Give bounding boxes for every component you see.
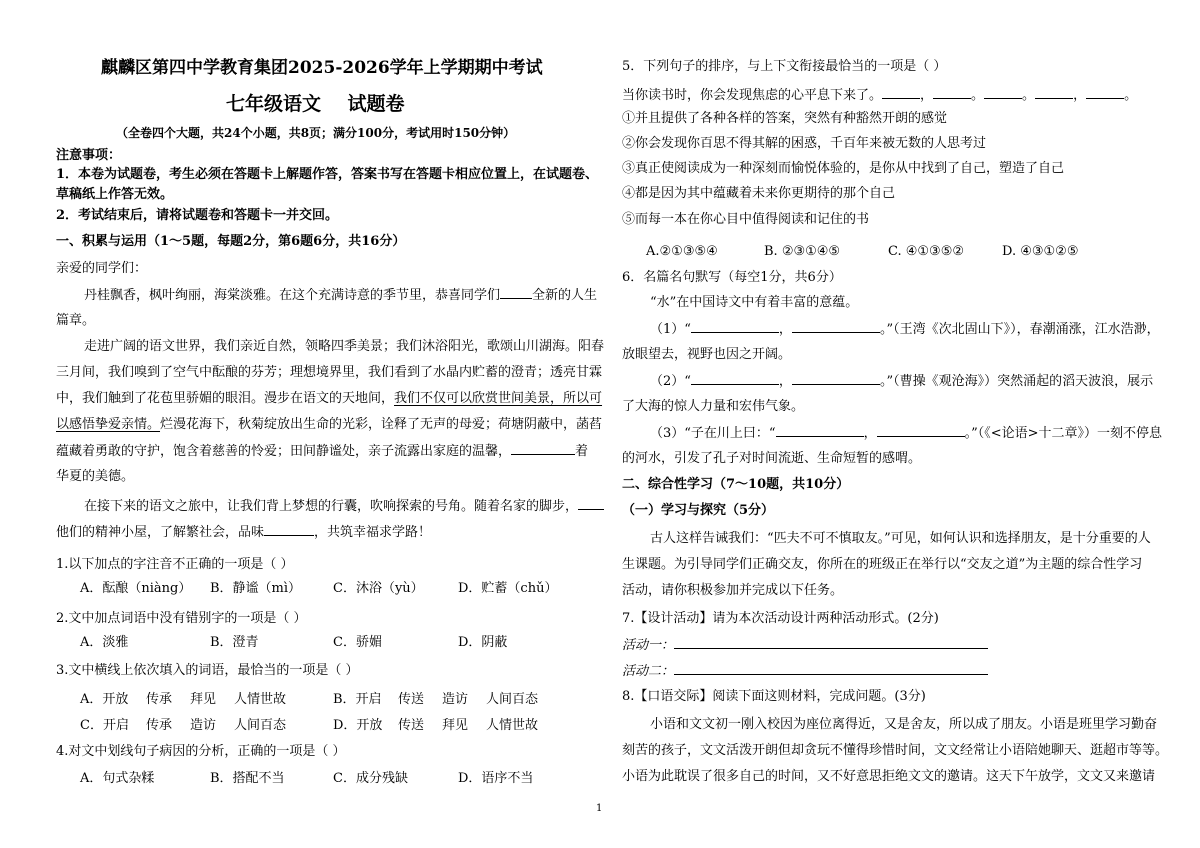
section1-heading: 一、积累与运用（1～5题，每题2分，第6题6分，共16分） [56, 234, 406, 249]
material-line: 小语和文文初一刚入校因为座位离得近，又是舍友，所以成了朋友。小语是班里学习勤奋 [650, 717, 1158, 732]
passage-line: 生课题。为引导同学们正确交友，你所在的班级正在举行以“交友之道”为主题的综合性学习 [622, 557, 1143, 572]
question-4: 4.对文中划线句子病因的分析，正确的一项是（ ） [56, 744, 346, 759]
activity-2: 活动二： [622, 662, 988, 681]
answer-line [674, 636, 988, 649]
question-2: 2.文中加点词语中没有错别字的一项是（ ） [56, 611, 307, 626]
passage-line: 中，我们触到了花苞里骄媚的眼泪。漫步在语文的天地间，我们不仅可以欣赏世间美景，所以可 [56, 391, 603, 406]
blank-line [264, 523, 314, 536]
exam-subtitle: 七年级语文 试题卷 [226, 93, 405, 115]
passage-line: 他们的精神小屋，了解繁社会，品味 ，共筑幸福求学路！ [56, 525, 432, 540]
passage-line: 活动，请你积极参加并完成以下任务。 [622, 583, 844, 598]
option-d: D. ④③①②⑤ [1002, 244, 1079, 259]
q5-item: ②你会发现你百思不得其解的困惑，千百年来被无数的人思考过 [622, 136, 987, 151]
q6-3: （3）“子在川上曰：“ ， 。”（《<论语>十二章》）一刻不停息 [650, 426, 1163, 441]
section2-heading: 二、综合性学习（7～10题，共10分） [622, 477, 850, 492]
q6-3-cont: 的河水，引发了孔子对时间流逝、生命短暂的感喟。 [622, 451, 922, 466]
blank-line [691, 320, 779, 333]
passage-line: 蕴藏着勇敢的守护，饱含着慈善的怜爱；田间静谧处，亲子流露出家庭的温馨， 着 [56, 444, 589, 459]
q5-item: ④都是因为其中蕴藏着未来你更期待的那个自己 [622, 186, 896, 201]
blank-line [578, 497, 604, 510]
passage-line: 古人这样告诫我们：“匹夫不可不慎取友。”可见，如何认识和选择朋友，是十分重要的人 [650, 531, 1151, 546]
q6-2-cont: 了大海的惊人力量和宏伟气象。 [622, 399, 805, 414]
underlined-sentence: 我们不仅可以欣赏世间美景，所以可 [394, 391, 603, 406]
option-a: A.②①③⑤④ [646, 244, 718, 259]
q5-item: ③真正使阅读成为一种深刻而愉悦体验的，是你从中找到了自己，塑造了自己 [622, 161, 1065, 176]
blank-line [691, 372, 779, 385]
blank-line [776, 424, 864, 437]
blank-line [500, 286, 532, 299]
question-6: 6．名篇名句默写（每空1分，共6分） [622, 270, 842, 285]
question-3: 3.文中横线上依次填入的词语，最恰当的一项是（ ） [56, 663, 359, 678]
blank-line [1035, 86, 1073, 99]
exam-title: 麒麟区第四中学教育集团2025-2026学年上学期期中考试 [101, 58, 543, 78]
q6-lead: “水”在中国诗文中有着丰富的意蕴。 [650, 295, 859, 310]
material-line: 小语为此耽误了很多自己的时间，又不好意思拒绝文文的邀请。这天下午放学，文文又来邀请 [622, 769, 1156, 784]
option-c: C．沐浴（yù） [333, 581, 424, 596]
option-d: D．贮蓄（chǔ） [458, 581, 558, 596]
passage-line: 华夏的美德。 [56, 469, 135, 484]
q6-2: （2）“ ， 。”（曹操《观沧海》）突然涌起的滔天波浪，展示 [650, 374, 1154, 389]
question-8: 8.【口语交际】阅读下面这则材料，完成问题。(3分) [622, 689, 926, 704]
blank-line [792, 372, 880, 385]
material-line: 刻苦的孩子，文文活泼开朗但却贪玩不懂得珍惜时间，文文经常让小语陪她聊天、逛超市等等。 [622, 743, 1169, 758]
option-d: D．语序不当 [458, 771, 534, 786]
passage-line: 走进广阔的语文世界，我们亲近自然，领略四季美景；我们沐浴阳光，歌颂山川湖海。阳春 [84, 339, 605, 354]
page-number: 1 [596, 803, 603, 814]
question-5: 5．下列句子的排序，与上下文衔接最恰当的一项是（ ） [622, 59, 947, 74]
q6-1-cont: 放眼望去，视野也因之开阔。 [622, 347, 792, 362]
option-c: C. ④①③⑤② [888, 244, 965, 259]
option-b: B．澄青 [210, 635, 259, 650]
blank-line [933, 86, 971, 99]
blank-line [877, 424, 965, 437]
question-1: 1.以下加点的字注音不正确的一项是（ ） [56, 557, 294, 572]
activity-1: 活动一： [622, 636, 988, 655]
passage-line: 在接下来的语文之旅中，让我们背上梦想的行囊，吹响探索的号角。随着名家的脚步， [84, 497, 604, 516]
subsection-heading: （一）学习与探究（5分） [622, 503, 775, 518]
option-b: B．静谧（mì） [210, 581, 302, 596]
option-c: C．骄媚 [333, 635, 382, 650]
exam-info: （全卷四个大题，共24个小题，共8页；满分100分，考试用时150分钟） [116, 126, 516, 140]
option-c: C．成分残缺 [333, 771, 408, 786]
notes-item-2: 2．考试结束后，请将试题卷和答题卡一并交回。 [56, 208, 339, 223]
option-b: B．搭配不当 [210, 771, 285, 786]
option-a: A．淡雅 [80, 635, 129, 650]
notes-item-1b: 草稿纸上作答无效。 [56, 187, 174, 202]
blank-line [882, 86, 920, 99]
blank-line [1086, 86, 1124, 99]
question-7: 7.【设计活动】请为本次活动设计两种活动形式。(2分) [622, 611, 939, 626]
option-d: D．阴蔽 [458, 635, 508, 650]
passage-line: 三月间，我们嗅到了空气中酝酿的芬芳；理想境界里，我们看到了水晶内贮蓄的澄青；透亮甘霖 [56, 365, 603, 380]
q5-item: ⑤而每一本在你心目中值得阅读和记住的书 [622, 212, 870, 227]
notes-heading: 注意事项： [56, 148, 122, 163]
q5-item: ①并且提供了各种各样的答案，突然有种豁然开朗的感觉 [622, 111, 948, 126]
blank-line [511, 442, 575, 455]
option-b: B. ②③①④⑤ [764, 244, 841, 259]
greeting: 亲爱的同学们： [56, 261, 148, 276]
option-a: A．句式杂糅 [80, 771, 155, 786]
option-a: A．酝酿（niàng） [80, 581, 192, 596]
blank-line [792, 320, 880, 333]
underlined-sentence: 以感悟挚爱亲情。 [56, 417, 161, 432]
notes-item-1a: 1．本卷为试题卷，考生必须在答题卡上解题作答，答案书写在答题卡相应位置上，在试题卷、 [56, 167, 599, 182]
passage-line: 以感悟挚爱亲情。烂漫花海下，秋菊绽放出生命的光彩，诠释了无声的母爱；荷塘阴蔽中，菡萏 [56, 417, 603, 432]
answer-line [674, 662, 988, 675]
passage-line: 篇章。 [56, 313, 96, 328]
blank-line [984, 86, 1022, 99]
q6-1: （1）“ ， 。”（王湾《次北固山下》），春潮涌涨，江水浩渺， [650, 322, 1160, 337]
passage-line: 丹桂飘香，枫叶绚丽，海棠淡雅。在这个充满诗意的季节里，恭喜同学们 全新的人生 [84, 288, 598, 303]
q5-lead: 当你读书时，你会发现焦虑的心平息下来了。 ， 。 。 ， 。 [622, 88, 1138, 103]
